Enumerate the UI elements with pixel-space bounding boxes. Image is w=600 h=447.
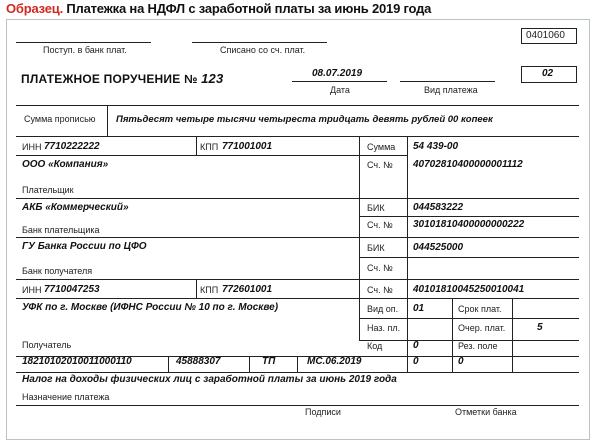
header-title: Платежка на НДФЛ с заработной платы за июнь 2019 года — [63, 1, 432, 16]
payee-kpp-label: КПП — [200, 285, 219, 295]
payer-bank-caption: Банк плательщика — [22, 225, 100, 235]
payee-name: УФК по г. Москве (ИФНС России № 10 по г. Москве) — [22, 302, 279, 313]
amount-words: Пятьдесят четыре тысячи четыреста тридцать девять рублей 00 копеек — [116, 114, 493, 125]
form-code: 0401060 — [526, 30, 565, 41]
doc-number: 123 — [201, 71, 224, 86]
payer-bank-corr-label: Сч. № — [367, 220, 393, 230]
doc-num-tax: 0 — [413, 356, 419, 367]
code-label: Код — [367, 341, 383, 351]
date-label: Дата — [330, 85, 350, 95]
signatures-label: Подписи — [305, 407, 341, 417]
period: МС.06.2019 — [307, 356, 362, 367]
status-code: 02 — [542, 68, 554, 79]
payer-account: 40702810400000001112 — [413, 159, 523, 170]
sum-label: Сумма — [367, 142, 396, 152]
payee-account: 40101810045250010041 — [413, 284, 525, 295]
payer-kpp-label: КПП — [200, 142, 219, 152]
header-prefix: Образец. — [6, 1, 63, 16]
payer-name: ООО «Компания» — [22, 159, 109, 170]
reserve-label: Рез. поле — [458, 341, 498, 351]
purpose-text: Налог на доходы физических лиц с заработной платы за июнь 2019 года — [22, 374, 397, 385]
date-value: 08.07.2019 — [312, 68, 363, 79]
payee-inn: 7710047253 — [44, 284, 100, 295]
op-type: 01 — [413, 303, 425, 314]
payer-bank-corr: 30101810400000000222 — [413, 219, 525, 230]
bank-marks-label: Отметки банка — [455, 407, 517, 417]
sum-value: 54 439-00 — [413, 141, 459, 152]
priority: 5 — [537, 322, 543, 333]
payee-bank-corr-label: Сч. № — [367, 263, 393, 273]
payee-caption: Получатель — [22, 340, 72, 350]
payee-bank-bik-label: БИК — [367, 243, 385, 253]
payee-kpp: 772601001 — [222, 284, 273, 295]
payer-bank-bik-label: БИК — [367, 203, 385, 213]
payer-kpp: 771001001 — [222, 141, 273, 152]
op-type-label: Вид оп. — [367, 304, 399, 314]
payer-caption: Плательщик — [22, 185, 74, 195]
payer-inn-label: ИНН — [22, 142, 42, 152]
received-label: Поступ. в банк плат. — [43, 45, 127, 55]
page-header — [6, 1, 431, 16]
payer-inn: 7710222222 — [44, 141, 100, 152]
purpose-code-label: Наз. пл. — [367, 323, 401, 333]
priority-label: Очер. плат. — [458, 323, 506, 333]
doc-title-text: ПЛАТЕЖНОЕ ПОРУЧЕНИЕ № — [21, 72, 198, 86]
debited-label: Списано со сч. плат. — [220, 45, 306, 55]
code-value: 0 — [413, 340, 419, 351]
payment-type-label: Вид платежа — [424, 85, 478, 95]
oktmo: 45888307 — [176, 356, 221, 367]
payee-bank-caption: Банк получателя — [22, 266, 93, 276]
amount-words-label: Сумма прописью — [24, 114, 96, 124]
payee-bank-bik: 044525000 — [413, 242, 464, 253]
payer-bank-name: АКБ «Коммерческий» — [22, 202, 129, 213]
purpose-label: Назначение платежа — [22, 392, 110, 402]
kbk: 18210102010011000110 — [22, 356, 132, 367]
basis: ТП — [262, 356, 276, 367]
payee-inn-label: ИНН — [22, 285, 42, 295]
payer-bank-bik: 044583222 — [413, 202, 464, 213]
payee-account-label: Сч. № — [367, 285, 393, 295]
doc-date-tax: 0 — [458, 356, 464, 367]
payee-bank-name: ГУ Банка России по ЦФО — [22, 241, 147, 252]
due-date-label: Срок плат. — [458, 304, 502, 314]
payer-account-label: Сч. № — [367, 160, 393, 170]
doc-title — [21, 71, 223, 86]
